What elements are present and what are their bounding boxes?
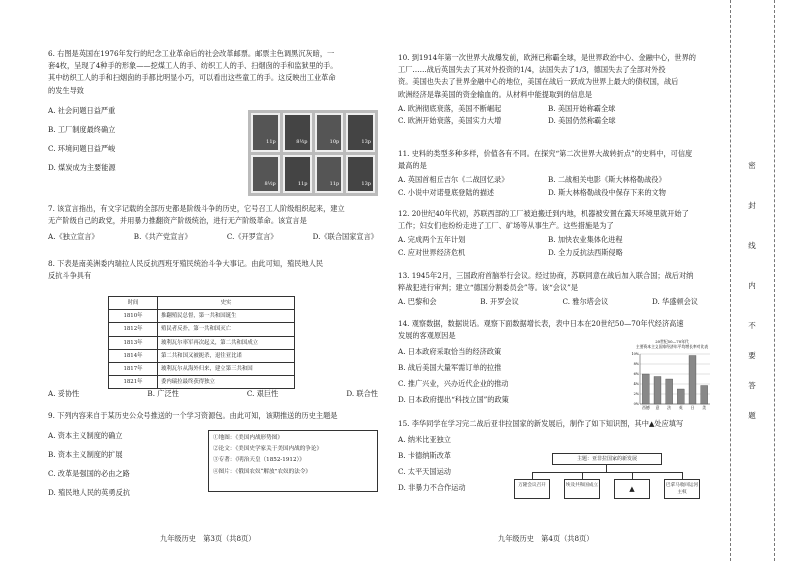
page-footer-right: 九年级历史 第4页（共8页）: [498, 534, 594, 543]
table-cell: 殖民者反扑，第一共和国灭亡: [158, 323, 295, 336]
margin-word: 要: [748, 351, 756, 360]
q13-option-c[interactable]: C. 雅尔塔会议: [562, 297, 609, 307]
q15-option-d[interactable]: D. 非暴力不合作运动: [398, 483, 466, 493]
question-7: [48, 203, 388, 244]
x-tick-label: 英: [678, 405, 683, 410]
x-tick-label: 美: [702, 405, 707, 410]
question-8: [48, 258, 388, 282]
margin-word: 不: [748, 321, 756, 330]
q9-option-c[interactable]: C. 改革是强国的必由之路: [48, 469, 130, 479]
stamp: 11p: [251, 113, 280, 152]
table-cell: 委内瑞拉最终获得独立: [158, 376, 295, 389]
question-13: [398, 270, 708, 309]
q11-line: 11. 史料的类型多种多样，价值各有不同。在探究“第二次世界大战转折点”的史料中，可信度: [398, 149, 693, 158]
q10-line: 10. 到1914年第一次世界大战爆发前，欧洲已称霸全球，是世界政治中心、金融中心，世界的: [398, 53, 696, 62]
q6-option-c[interactable]: C. 环境问题日益严峻: [48, 143, 116, 153]
stamp: 13p: [346, 155, 375, 194]
margin-word: 密: [748, 161, 756, 170]
x-tick-label: 法: [667, 405, 672, 410]
resource-item: ①地图：《美国内战形势图》: [213, 435, 283, 441]
table-row: [109, 349, 295, 362]
table-row: [109, 363, 295, 376]
table-cell: 推翻殖民总督，第一共和国诞生: [158, 310, 295, 323]
q6-line: 套4枚，呈现了4种手的形象——挖煤工人的手、纺织工人的手、扫烟囱的手和监狱里的手。: [48, 61, 338, 71]
q15-option-a[interactable]: A. 纳米比亚独立: [398, 435, 451, 445]
q11-option-c[interactable]: C. 小说中对诺曼底登陆的描述: [398, 187, 495, 197]
q8-option-a[interactable]: A. 妥协性: [48, 389, 80, 398]
q7-option-a[interactable]: A.《独立宣言》: [48, 232, 99, 242]
diagram-connector: [532, 472, 533, 479]
table-cell: 玻利瓦尔从海外归来，建立第三共和国: [158, 363, 295, 376]
table-row: [109, 310, 295, 323]
q7-option-d[interactable]: D.《联合国家宣言》: [312, 232, 378, 242]
q8-table: [108, 296, 295, 389]
diagram-connector: [532, 472, 682, 473]
stamp: 11p: [283, 155, 312, 194]
margin-word: 线: [748, 241, 756, 250]
q14-growth-chart: [624, 338, 714, 416]
y-tick-label: 6%: [633, 372, 639, 377]
q12-option-d[interactable]: D. 全力反抗法西斯侵略: [548, 247, 623, 257]
y-tick-label: 10%: [631, 352, 639, 357]
y-tick-label: 2%: [633, 392, 639, 397]
q12-option-b[interactable]: B. 加快农业集体化进程: [548, 235, 623, 245]
stamp: 11p: [315, 155, 344, 194]
chart-bar: [701, 386, 708, 405]
q14-option-b[interactable]: B. 战后美国大量军需订单的拉推: [398, 363, 502, 373]
q7-line: 无产阶级自己的政党，并用暴力推翻资产阶级统治，进行无产阶级革命。该宣言是: [48, 216, 307, 226]
q13-option-a[interactable]: A. 巴黎和会: [398, 297, 437, 307]
q14-option-c[interactable]: C. 推广兴业，兴办近代企业的推动: [398, 379, 509, 389]
q15-option-b[interactable]: B. 卡德纳斯改革: [398, 451, 451, 461]
q6-line: 6. 右图是英国在1976年发行的纪念工业革命后的社会改革邮票。邮票主色调黑沉灰暗，一: [48, 49, 335, 58]
stamp: 8½p: [283, 113, 312, 152]
table-header: 史实: [158, 297, 295, 310]
q14-line: 14. 观察数据，数据说话。观察下面数据增长表，表中日本在20世纪50—70年代经济高速: [398, 319, 684, 328]
table-header-row: [109, 297, 295, 310]
diagram-connector: [682, 472, 683, 479]
q12-line: 12. 20世纪40年代初，苏联西部的工厂被迫搬迁到内地，机器被安置在露天环境里就开始了: [398, 209, 689, 218]
question-12: [398, 208, 708, 259]
table-cell: 1810年: [109, 310, 158, 323]
q11-option-b[interactable]: B. 二战相关电影《斯大林格勒战役》: [548, 175, 666, 185]
question-11: [398, 148, 708, 199]
page-footer-left: 九年级历史 第3页（共8页）: [160, 534, 256, 543]
q15-option-c[interactable]: C. 太平天国运动: [398, 467, 451, 477]
diagram-box-blank[interactable]: ▲: [614, 479, 650, 499]
q9-option-a[interactable]: A. 资本主义制度的确立: [48, 431, 123, 441]
chart-bar: [677, 389, 684, 404]
chart-bar: [654, 377, 661, 405]
chart-bar: [666, 379, 673, 404]
q13-line: 粹战犯进行审判；建立“德国分割委员会”等。该“会议”是: [398, 283, 579, 293]
q8-option-b[interactable]: B. 广泛性: [147, 389, 179, 398]
stamp: 10p: [315, 113, 344, 152]
q13-option-d[interactable]: D. 华盛顿会议: [651, 297, 698, 307]
q10-line: 欧洲经济是靠美国的资金输血的。从材料中能提取到的信息是: [398, 89, 593, 99]
x-tick-label: 西德: [642, 405, 650, 410]
stamp: 8½p: [251, 155, 280, 194]
q7-line: 7. 该宣言指出，有文字记载的全部历史都是阶级斗争的历史，它号召工人阶级组织起来，建立: [48, 204, 345, 213]
y-tick-label: 0%: [633, 402, 639, 407]
table-row: [109, 336, 295, 349]
chart-title-line: 20世纪50—70年代: [655, 339, 689, 344]
y-tick-label: 4%: [633, 382, 639, 387]
x-tick-label: 日: [690, 405, 695, 410]
table-cell: 1812年: [109, 323, 158, 336]
resource-item: ④图片：《俄国农奴“解放”农奴的法令》: [213, 468, 312, 475]
q8-option-d[interactable]: D. 联合性: [346, 389, 378, 398]
q8-line: 8. 下表是南美洲委内瑞拉人民反抗西班牙殖民统治斗争大事记。由此可知，殖民地人民: [48, 259, 324, 268]
q11-line: 最高的是: [398, 161, 427, 171]
q14-option-a[interactable]: A. 日本政府采取恰当的经济政策: [398, 347, 502, 357]
q9-line: 9. 下列内容来自于某历史公众号推送的一个学习资源包。由此可知，该期推送的历史主题是: [48, 411, 338, 420]
q13-option-b[interactable]: B. 开罗会议: [480, 297, 519, 307]
q10-option-d[interactable]: D. 美国仍然称霸全球: [548, 116, 616, 126]
sealing-margin: [716, 0, 794, 561]
diagram-connector: [582, 472, 583, 479]
table-row: [109, 376, 295, 389]
table-cell: 1814年: [109, 349, 158, 362]
q11-option-a[interactable]: A. 英国首相丘吉尔《二战回忆录》: [398, 175, 509, 185]
q10-option-b[interactable]: B. 美国开始称霸全球: [548, 103, 616, 113]
margin-word: 答: [748, 381, 756, 390]
q12-line: 工作；妇女们也纷纷走进了工厂、矿场等从事生产。这些措施是为了: [398, 221, 614, 231]
diagram-box: 巴拿马收回运河主权: [664, 479, 700, 499]
table-cell: 1817年: [109, 363, 158, 376]
chart-bar: [689, 356, 696, 405]
question-10: [398, 52, 708, 127]
stamp: 13p: [346, 113, 375, 152]
q9-option-b[interactable]: B. 资本主义制度的扩展: [48, 450, 123, 460]
q15-knowledge-diagram: [514, 453, 709, 498]
q10-line: 资。美国也失去了世界金融中心的地位，美国在战后一跃成为世界上最大的债权国，战后: [398, 77, 679, 87]
q12-option-c[interactable]: C. 应对世界经济危机: [398, 247, 466, 257]
resource-item: ③专著：《明治天皇（1852-1912）》: [213, 457, 305, 464]
diagram-title: 主题：亚非拉国家的新发展: [552, 453, 662, 465]
q14-line: 发展的客观原因是: [398, 331, 456, 341]
table-cell: 第二共和国又被扼杀，退往亚比诺: [158, 349, 295, 362]
q12-option-a[interactable]: A. 完成两个五年计划: [398, 235, 466, 245]
q9-resource-box: [208, 430, 378, 492]
q7-option-c[interactable]: C.《开罗宣言》: [226, 232, 278, 242]
table-header: 时间: [109, 297, 158, 310]
margin-word: 题: [748, 411, 756, 420]
chart-title-line: 主要资本主义国家经济年平均增长率对比表: [635, 344, 709, 349]
q7-option-b[interactable]: B.《共产党宣言》: [133, 232, 192, 242]
q15-line: 15. 李华同学在学习完二战后亚非拉国家的新发展后，制作了如下知识图，其中▲处应填写: [398, 419, 684, 428]
table-cell: 1813年: [109, 336, 158, 349]
q6-line: 的发生导致: [48, 85, 84, 95]
margin-word: 内: [748, 281, 756, 290]
q13-line: 13. 1945年2月，三国政府首脑举行会议。经过协商，苏联同意在战后加入联合国；战后对纳: [398, 271, 694, 280]
stamps-image: [248, 110, 378, 196]
q11-option-d[interactable]: D. 斯大林格勒战役中保存下来的文物: [548, 187, 666, 197]
q9-option-d[interactable]: D. 殖民地人民的英勇反抗: [48, 488, 130, 498]
q10-option-c[interactable]: C. 欧洲开始衰落，美国实力大增: [398, 116, 502, 126]
x-tick-label: 意: [655, 405, 660, 410]
q8-options: [48, 388, 378, 400]
diagram-box: 万隆会议召开: [514, 479, 550, 499]
margin-word: 封: [748, 201, 756, 210]
q6-option-d[interactable]: D. 煤炭成为主要能源: [48, 162, 116, 172]
chart-bar: [642, 374, 649, 404]
q10-line: 工厂……战后英国失去了其对外投资的1/4，法国失去了1/3，德国失去了全部对外投: [398, 65, 666, 75]
diagram-connector: [632, 472, 633, 479]
q10-option-a[interactable]: A. 欧洲彻底衰落，美国不断崛起: [398, 103, 502, 113]
q8-option-c[interactable]: C. 艰巨性: [246, 389, 279, 398]
diagram-connector: [606, 464, 607, 472]
table-cell: 玻利瓦尔率军再次起义，第二共和国成立: [158, 336, 295, 349]
diagram-box: 埃及共和国成立: [564, 479, 600, 499]
margin-line: [774, 0, 775, 561]
q6-line: 其中纺织工人的手和扫烟囱的手都比明显小巧，可以看出这些童工的手。这反映出工业革命: [48, 73, 336, 83]
q6-option-b[interactable]: B. 工厂制度最终确立: [48, 124, 116, 134]
q8-line: 反抗斗争具有: [48, 271, 92, 281]
q6-option-a[interactable]: A. 社会问题日益严重: [48, 105, 116, 115]
q14-option-d[interactable]: D. 日本政府提出“科技立国”的政策: [398, 395, 509, 405]
y-tick-label: 8%: [633, 362, 639, 367]
table-row: [109, 323, 295, 336]
table-cell: 1821年: [109, 376, 158, 389]
margin-line: [730, 0, 731, 561]
resource-item: ②论文：《美国史学家关于美国内战的争论》: [213, 446, 323, 453]
